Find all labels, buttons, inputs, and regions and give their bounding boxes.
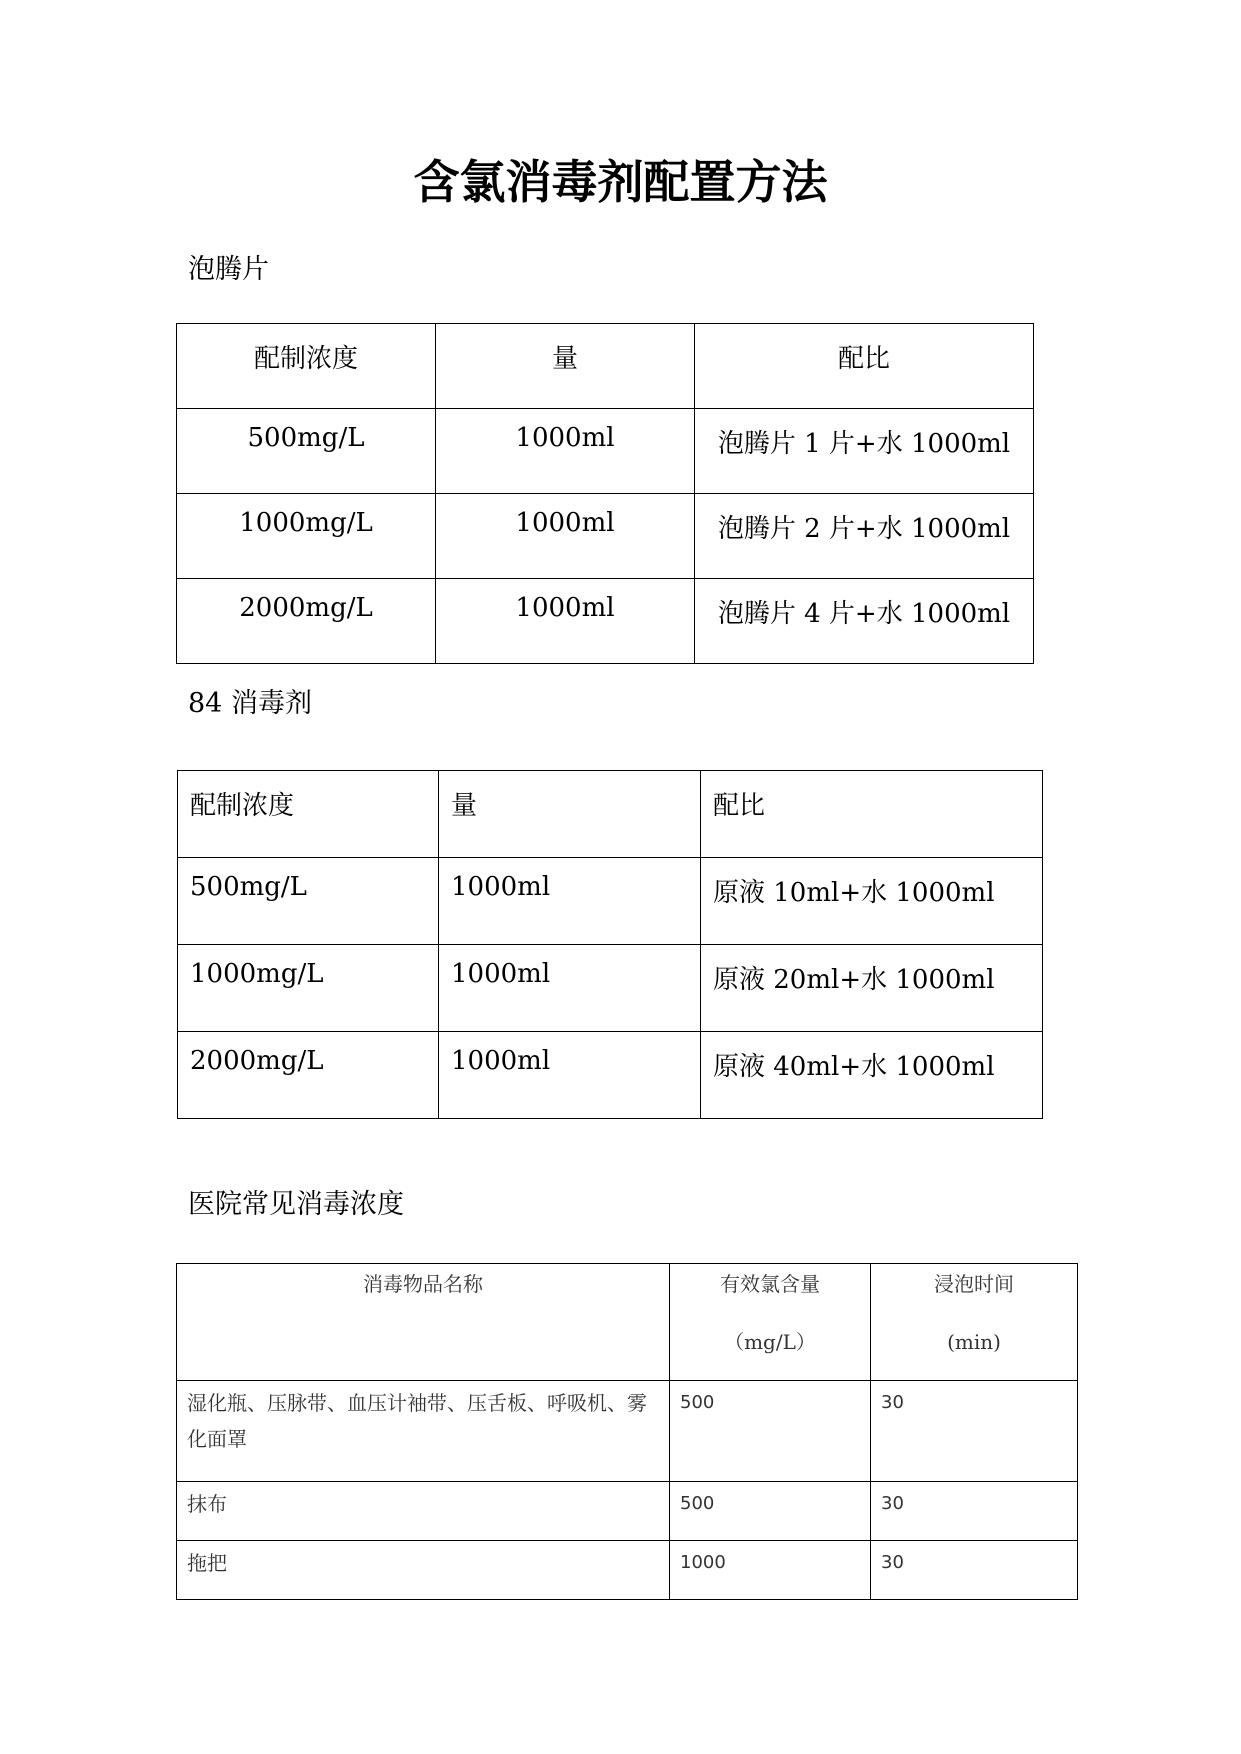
table-cell: 500 bbox=[670, 1381, 871, 1482]
header-cell: 量 bbox=[439, 771, 701, 858]
table-header-row bbox=[178, 771, 1043, 858]
table-cell: 1000 bbox=[670, 1541, 871, 1600]
header-label: 消毒物品名称 bbox=[363, 1272, 483, 1296]
header-cell: 配制浓度 bbox=[178, 771, 439, 858]
section-heading-84-disinfectant: 84 消毒剂 bbox=[188, 688, 312, 719]
table-row bbox=[177, 494, 1034, 579]
header-label: 浸泡时间 bbox=[934, 1272, 1014, 1296]
hospital-disinfection-table bbox=[176, 1263, 1078, 1600]
table-cell: 泡腾片 1 片+水 1000ml bbox=[695, 409, 1034, 494]
table-row bbox=[177, 579, 1034, 664]
table-cell: 泡腾片 2 片+水 1000ml bbox=[695, 494, 1034, 579]
header-cell: 量 bbox=[436, 324, 695, 409]
header-label: 有效氯含量 bbox=[720, 1272, 820, 1296]
table-row bbox=[177, 1482, 1078, 1541]
effervescent-tablet-table bbox=[176, 323, 1034, 664]
table-cell: 1000ml bbox=[436, 579, 695, 664]
table-cell: 1000ml bbox=[439, 1032, 701, 1119]
header-cell-chlorine-content bbox=[670, 1264, 871, 1381]
table-row bbox=[177, 409, 1034, 494]
table-cell: 湿化瓶、压脉带、血压计袖带、压舌板、呼吸机、雾化面罩 bbox=[177, 1381, 670, 1482]
table-cell: 500mg/L bbox=[177, 409, 436, 494]
table-cell: 拖把 bbox=[177, 1541, 670, 1600]
table-cell: 1000ml bbox=[436, 409, 695, 494]
table-cell: 2000mg/L bbox=[177, 579, 436, 664]
table-cell: 1000mg/L bbox=[178, 945, 439, 1032]
table-header-row bbox=[177, 1264, 1078, 1381]
table-row bbox=[178, 1032, 1043, 1119]
table-cell: 原液 10ml+水 1000ml bbox=[701, 858, 1043, 945]
table-cell: 1000ml bbox=[439, 858, 701, 945]
header-cell-item-name bbox=[177, 1264, 670, 1381]
table-cell: 原液 40ml+水 1000ml bbox=[701, 1032, 1043, 1119]
document-title: 含氯消毒剂配置方法 bbox=[413, 155, 828, 209]
table-cell: 500 bbox=[670, 1482, 871, 1541]
table-cell: 1000mg/L bbox=[177, 494, 436, 579]
table-row bbox=[178, 945, 1043, 1032]
table-cell: 1000ml bbox=[439, 945, 701, 1032]
table-cell: 原液 20ml+水 1000ml bbox=[701, 945, 1043, 1032]
table-row bbox=[178, 858, 1043, 945]
table-row bbox=[177, 1541, 1078, 1600]
table-cell: 30 bbox=[871, 1482, 1078, 1541]
header-unit: (min) bbox=[947, 1330, 1001, 1354]
header-cell: 配比 bbox=[695, 324, 1034, 409]
table-cell: 500mg/L bbox=[178, 858, 439, 945]
table-cell: 2000mg/L bbox=[178, 1032, 439, 1119]
table-cell: 30 bbox=[871, 1381, 1078, 1482]
header-cell-soak-time bbox=[871, 1264, 1078, 1381]
table-cell: 泡腾片 4 片+水 1000ml bbox=[695, 579, 1034, 664]
table-row bbox=[177, 1381, 1078, 1482]
table-cell: 1000ml bbox=[436, 494, 695, 579]
header-cell: 配比 bbox=[701, 771, 1043, 858]
table-header-row bbox=[177, 324, 1034, 409]
84-disinfectant-table bbox=[177, 770, 1043, 1119]
header-cell: 配制浓度 bbox=[177, 324, 436, 409]
table-cell: 30 bbox=[871, 1541, 1078, 1600]
table-cell: 抹布 bbox=[177, 1482, 670, 1541]
header-unit: （mg/L） bbox=[724, 1330, 816, 1354]
section-heading-effervescent-tablets: 泡腾片 bbox=[188, 254, 269, 285]
section-heading-hospital-concentrations: 医院常见消毒浓度 bbox=[188, 1189, 404, 1220]
